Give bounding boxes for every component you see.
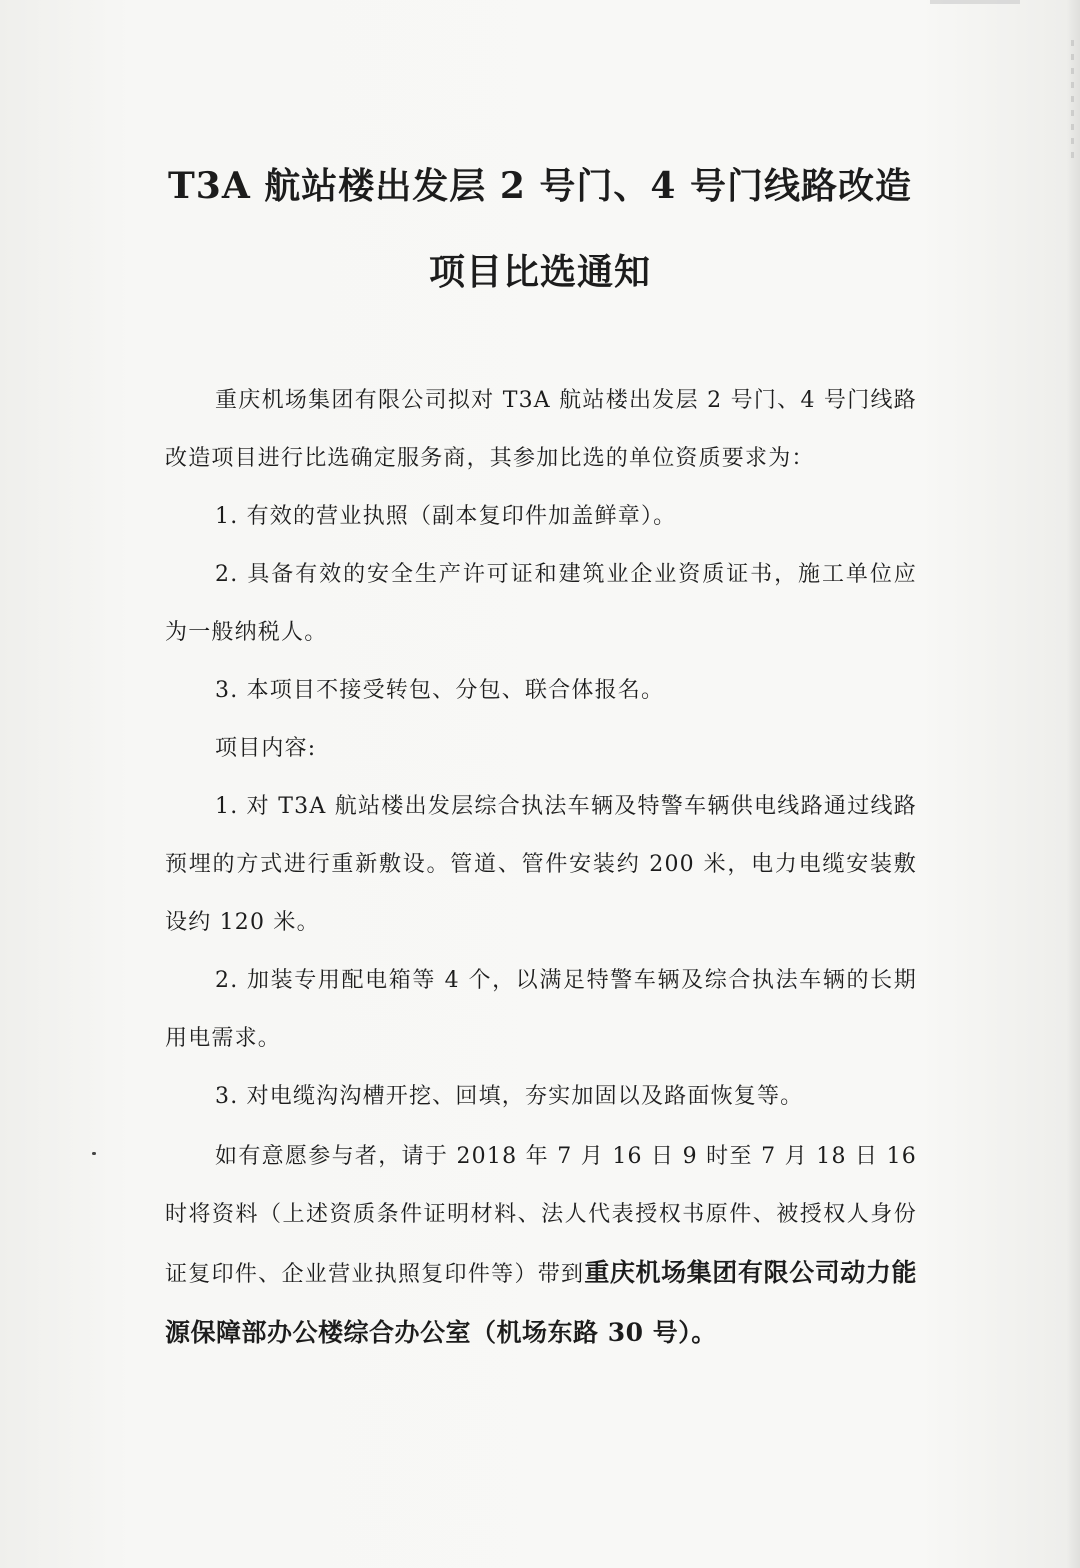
page-edge-shadow: [1066, 0, 1080, 1568]
content-item-3: 3. 对电缆沟沟槽开挖、回填，夯实加固以及路面恢复等。: [215, 1084, 804, 1109]
scan-speck: [92, 1152, 96, 1155]
requirement-1: 1. 有效的营业执照（副本复印件加盖鲜章）。: [215, 504, 677, 529]
scan-top-mark: [930, 0, 1020, 4]
closing-text: 如有意愿参与者，请于 2018 年 7 月 16 日 9 时至 7 月 18 日 16 时将资料（上述资质条件证明材料、法人代表授权书原件、被授权人身份证复印件、企业营业执照复印件等）带到: [165, 1144, 917, 1287]
intro-paragraph: 重庆机场集团有限公司拟对 T3A 航站楼出发层 2 号门、4 号门线路改造项目进行比选确定服务商，其参加比选的单位资质要求为：: [165, 388, 917, 471]
closing-address-emphasis: 重庆机场集团有限公司动力能源保障部办公楼综合办公室（机场东路 30 号）。: [165, 1258, 917, 1347]
content-item-1: 1. 对 T3A 航站楼出发层综合执法车辆及特警车辆供电线路通过线路预埋的方式进行重新敷设。管道、管件安装约 200 米，电力电缆安装敷设约 120 米。: [165, 794, 917, 935]
requirement-2: 2. 具备有效的安全生产许可证和建筑业企业资质证书，施工单位应为一般纳税人。: [165, 562, 917, 645]
document-title-line-1: T3A 航站楼出发层 2 号门、4 号门线路改造: [167, 165, 912, 207]
requirement-3: 3. 本项目不接受转包、分包、联合体报名。: [215, 678, 665, 703]
content-item-2: 2. 加装专用配电箱等 4 个，以满足特警车辆及综合执法车辆的长期用电需求。: [165, 968, 917, 1051]
document-title-line-2: 项目比选通知: [428, 251, 651, 293]
scan-edge-mark: [1071, 40, 1074, 160]
closing-paragraph: [165, 1128, 917, 1364]
content-heading: 项目内容:: [215, 736, 317, 761]
